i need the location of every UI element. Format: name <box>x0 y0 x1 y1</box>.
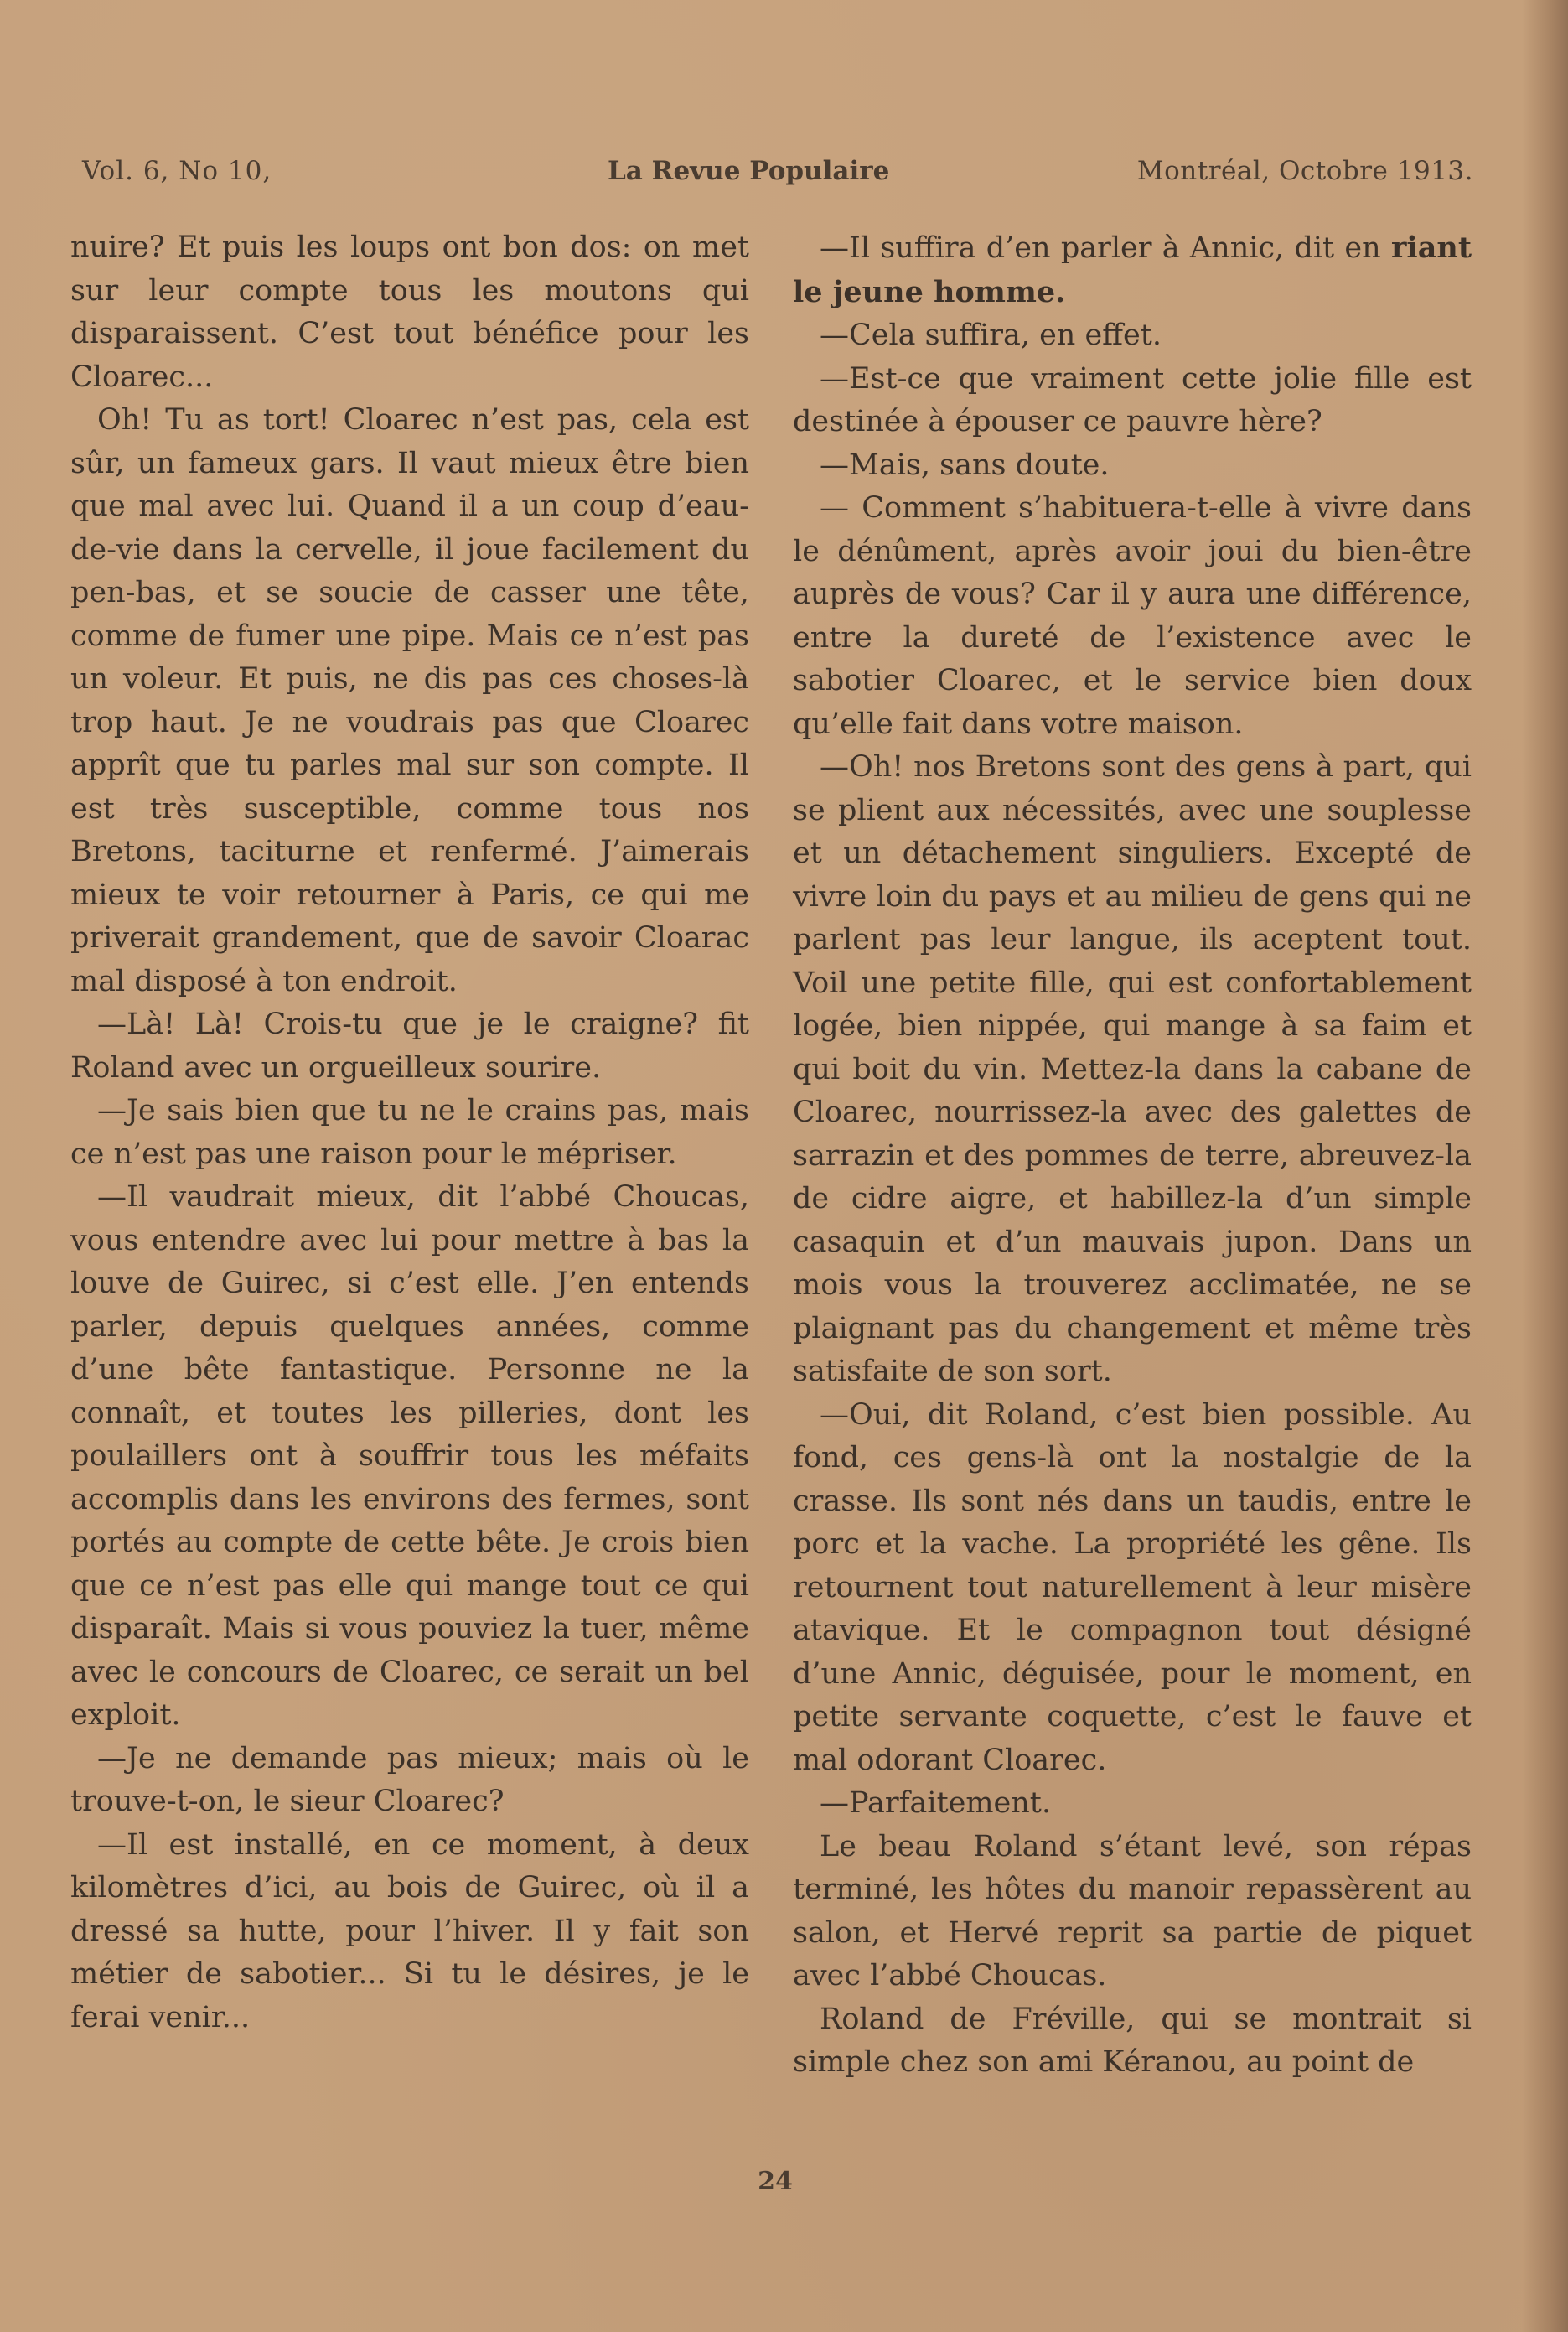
paragraph: —Est-ce que vraiment cette jolie fille est destinée à épouser ce pauvre hère? <box>793 361 1472 438</box>
paragraph-bold-end: riant le jeune homme. <box>793 231 1472 309</box>
paragraph: —Cela suffira, en effet. <box>820 319 1162 352</box>
running-header <box>82 156 1473 200</box>
paragraph: — Comment s’habituera-t-elle à vivre dans le dénûment, après avoir joui du bien-être auprès de vous? Car il y aura une différence, entre la dureté de l’existence avec le sabotier Cloarec, et le service bien doux qu’elle fait dans votre maison. <box>793 491 1472 741</box>
left-column <box>70 226 749 2039</box>
paragraph: —Parfaitement. <box>820 1786 1052 1820</box>
paragraph-start: —Il suffira d’en parler à Annic, dit en <box>820 231 1381 265</box>
page-edge-shadow <box>1522 0 1568 2332</box>
header-publication: La Revue Populaire <box>608 156 890 186</box>
header-volume: Vol. 6, No 10, <box>82 156 272 186</box>
paragraph: Oh! Tu as tort! Cloarec n’est pas, cela est sûr, un fameux gars. Il vaut mieux être bien que mal avec lui. Quand il a un coup d’eau-de-vie dans la cervelle, il joue facilement du pen-bas, et se soucie de casser une tête, comme de fumer une pipe. Mais ce n’est pas un voleur. Et puis, ne dis pas ces choses-là trop haut. Je ne voudrais pas que Cloarec apprît que tu parles mal sur son compte. Il est très susceptible, comme tous nos Bretons, taciturne et renfermé. J’aimerais mieux te voir retourner à Paris, ce qui me priverait grandement, que de savoir Cloarac mal disposé à ton endroit. <box>70 403 749 998</box>
header-place-date: Montréal, Octobre 1913. <box>1136 156 1473 186</box>
paragraph: —Je ne demande pas mieux; mais où le trouve-t-on, le sieur Cloarec? <box>70 1741 749 1818</box>
right-column <box>793 226 1472 2085</box>
paragraph: —Là! Là! Crois-tu que je le craigne? fit Roland avec un orgueilleux sourire. <box>70 1008 749 1085</box>
paragraph: Roland de Fréville, qui se montrait si simple chez son ami Kéranou, au point de <box>793 2002 1472 2079</box>
paragraph: nuire? Et puis les loups ont bon dos: on met sur leur compte tous les moutons qui disparaissent. C’est tout bénéfice pour les Cloarec... <box>70 231 749 394</box>
paragraph: —Il est installé, en ce moment, à deux kilomètres d’ici, au bois de Guirec, où il a dressé sa hutte, pour l’hiver. Il y fait son métier de sabotier... Si tu le désires, je le ferai venir... <box>70 1827 749 2034</box>
paragraph: —Je sais bien que tu ne le crains pas, mais ce n’est pas une raison pour le mépriser. <box>70 1094 749 1171</box>
paragraph: Le beau Roland s’étant levé, son répas terminé, les hôtes du manoir repassèrent au salon, et Hervé reprit sa partie de piquet avec l’abbé Choucas. <box>793 1829 1472 1993</box>
page-number: 24 <box>758 2167 793 2196</box>
paragraph: —Il vaudrait mieux, dit l’abbé Choucas, vous entendre avec lui pour mettre à bas la louve de Guirec, si c’est elle. J’en entends parler, depuis quelques années, comme d’une bête fantastique. Personne ne la connaît, et toutes les pilleries, dont les poulaillers ont à souffrir tous les méfaits accomplis dans les environs des fermes, sont portés au compte de cette bête. Je crois bien que ce n’est pas elle qui mange tout ce qui disparaît. Mais si vous pouviez la tuer, même avec le concours de Cloarec, ce serait un bel exploit. <box>70 1180 749 1732</box>
paragraph: —Oh! nos Bretons sont des gens à part, qui se plient aux nécessités, avec une souplesse et un détachement singuliers. Excepté de vivre loin du pays et au milieu de gens qui ne parlent pas leur langue, ils aceptent tout. Voil une petite fille, qui est confortablement logée, bien nippée, qui mange à sa faim et qui boit du vin. Mettez-la dans la cabane de Cloarec, nourrissez-la avec des galettes de sarrazin et des pommes de terre, abreuvez-la de cidre aigre, et habillez-la d’un simple casaquin et d’un mauvais jupon. Dans un mois vous la trouverez acclimatée, ne se plaignant pas du changement et même très satisfaite de son sort. <box>793 750 1472 1388</box>
paragraph <box>793 226 1472 314</box>
paragraph: —Oui, dit Roland, c’est bien possible. Au fond, ces gens-là ont la nostalgie de la crasse. Ils sont nés dans un taudis, entre le porc et la vache. La propriété les gêne. Ils retournent tout naturellement à leur misère atavique. Et le compagnon tout désigné d’une Annic, déguisée, pour le moment, en petite servante coquette, c’est le fauve et mal odorant Cloarec. <box>793 1397 1472 1777</box>
paragraph: —Mais, sans doute. <box>820 448 1110 482</box>
